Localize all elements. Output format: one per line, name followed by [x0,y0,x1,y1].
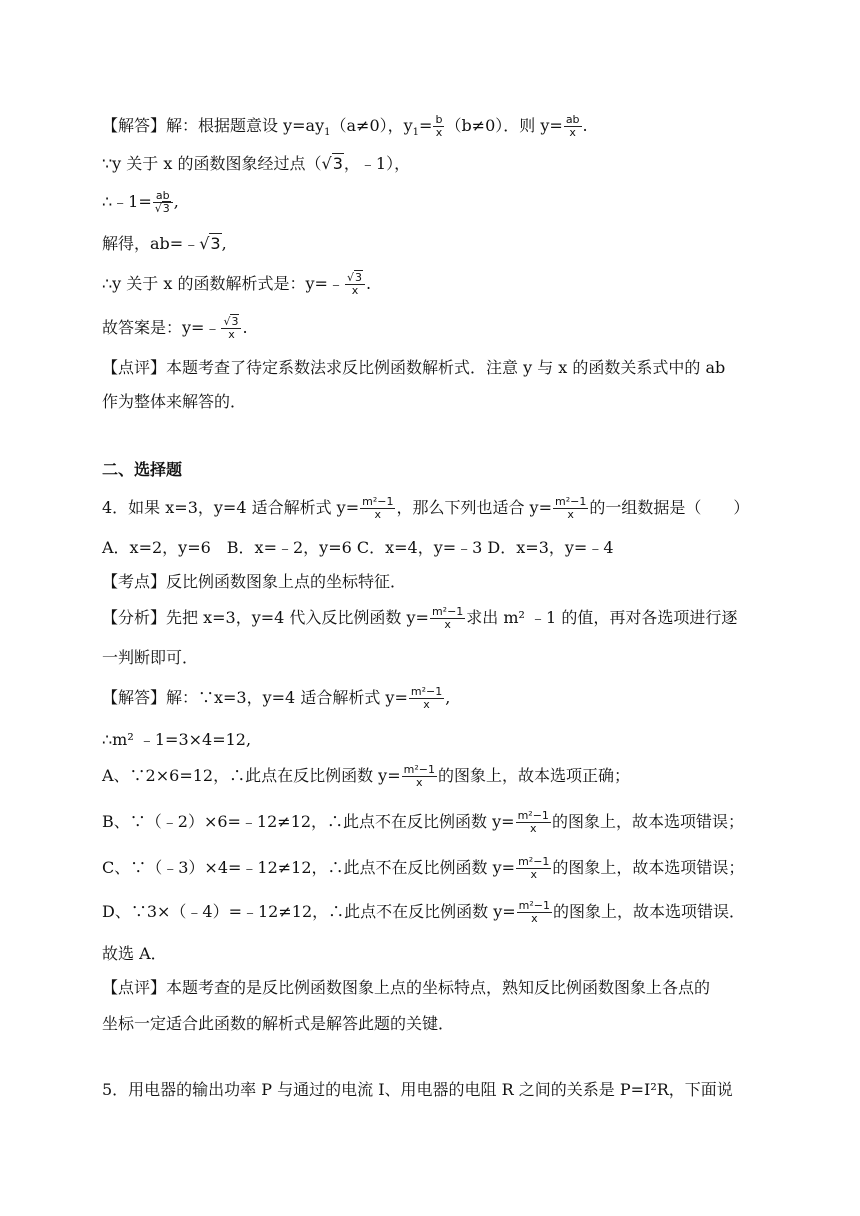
fraction: $\frac{\text{m²−1}}{x}$ [403,763,435,789]
answer-line-6: 故答案是：y=﹣ $\frac{√3}{x}$ . [102,315,248,341]
fraction: $\frac{√3}{x}$ [345,272,365,297]
fraction: $\frac{\text{m²−1}}{x}$ [518,899,551,925]
comment-2-line-1: 【点评】本题考查的是反比例函数图象上点的坐标特点，熟知反比例函数图象上各点的 [102,978,711,997]
solution-line-1: 【解答】解：∵x=3，y=4 适合解析式 y= $\frac{\text{m²−1}}{x}$ , [102,685,451,711]
fraction: $\frac{\text{m²−1}}{x}$ [431,605,464,631]
key-point: 【考点】反比例函数图象上点的坐标特征． [102,572,407,591]
answer-line-1: 【解答】解：根据题意设 $y=ay_1(a\ne 0)$，$y_1=$ $\frac{b}{x}$ （b≠0）．则 y= $\frac{ab}{x}$ . [102,113,588,139]
answer-line-2: ∵y 关于 x 的函数图象经过点（√3，﹣1）， [102,152,762,176]
fraction: $\frac{√3}{x}$ [221,316,241,341]
fraction: $\frac{\text{m²−1}}{x}$ [555,495,587,521]
comment-2-line-2: 坐标一定适合此函数的解析式是解答此题的关键． [102,1014,455,1033]
answer-line-5: ∴y 关于 x 的函数解析式是：y=﹣ $\frac{√3}{x}$ . [102,271,372,297]
fraction: $\frac{\text{m²−1}}{x}$ [362,495,394,521]
question-4-options: A．x=2，y=6 B．x=﹣2，y=6 C．x=4，y=﹣3 D．x=3，y=﹣4 [102,538,614,557]
fraction: $\frac{b}{x}$ [435,113,443,139]
fraction: $\frac{\text{m²−1}}{x}$ [410,685,443,711]
analysis-line-1: 【分析】先把 x=3，y=4 代入反比例函数 y= $\frac{\text{m²−1}}{x}$ 求出 m² ﹣1 的值，再对各选项进行逐 [102,605,738,631]
option-a-check: A、∵2×6=12，∴此点在反比例函数 y= $\frac{\text{m²−1}}{x}$ 的图象上，故本选项正确； [102,763,630,789]
solution-line-2: ∴m² ﹣1=3×4=12, [102,730,252,749]
fraction: $\frac{ab}{x}$ [565,113,580,139]
option-d-check: D、∵3×（﹣4）=﹣12≠12，∴此点不在反比例函数 y= $\frac{\text{m²−1}}{x}$ 的图象上，故本选项错误． [102,899,746,925]
answer-line-4: 解得，ab=﹣√3, [102,232,762,256]
square-root: √3 [321,154,343,173]
choice-conclusion: 故选 A． [102,944,167,963]
question-5: 5．用电器的输出功率 P 与通过的电流 I、用电器的电阻 R 之间的关系是 P=I²R，下面说 [102,1080,733,1099]
question-4: 4．如果 x=3，y=4 适合解析式 y= $\frac{\text{m²−1}}{x}$ ，那么下列也适合 y= $\frac{\text{m²−1}}{x}$ 的一组数据是（ ） [102,495,750,521]
option-c-check: C、∵（﹣3）×4=﹣12≠12，∴此点不在反比例函数 y= $\frac{\text{m²−1}}{x}$ 的图象上，故本选项错误； [102,855,745,881]
comment-line-1: 【点评】本题考查了待定系数法求反比例函数解析式．注意 y 与 x 的函数关系式中的 ab [102,358,726,377]
option-b-check: B、∵（﹣2）×6=﹣12≠12，∴此点不在反比例函数 y= $\frac{\text{m²−1}}{x}$ 的图象上，故本选项错误； [102,809,744,835]
fraction: $\frac{ab}{√3}$ [153,190,173,215]
analysis-line-2: 一判断即可． [102,648,199,667]
fraction: $\frac{\text{m²−1}}{x}$ [517,809,549,835]
fraction: $\frac{\text{m²−1}}{x}$ [518,855,550,881]
answer-line-3: ∴﹣1= $\frac{ab}{√3}$ , [102,189,179,215]
square-root: √3 [199,234,221,253]
section-heading: 二、选择题 [102,460,183,479]
comment-line-2: 作为整体来解答的． [102,392,247,411]
